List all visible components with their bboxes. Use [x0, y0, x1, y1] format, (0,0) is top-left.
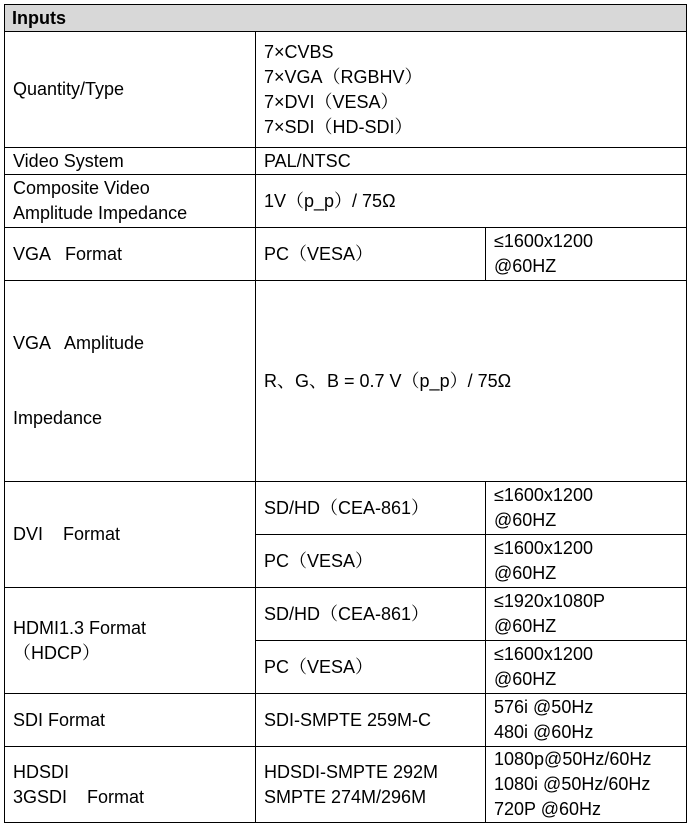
row-res-hdsdi-format — [486, 747, 687, 823]
label-line: （HDCP） — [13, 642, 101, 663]
row-type-dvi-pc: PC（VESA） — [256, 535, 486, 588]
table-row-sdi-format — [5, 694, 687, 747]
row-res-hdmi-sdhd — [486, 588, 687, 641]
res-line: 480i @60Hz — [494, 722, 594, 742]
quantity-line: 7×DVI（VESA） — [264, 91, 399, 112]
table-row-dvi-format — [5, 482, 687, 535]
row-type-hdsdi-format — [256, 747, 486, 823]
label-line: 3GSDI Format — [13, 786, 145, 807]
row-label-dvi-format: DVI Format — [5, 482, 256, 588]
table-row-vga-format — [5, 228, 687, 281]
row-label-hdmi-format — [5, 588, 256, 694]
row-type-hdmi-sdhd: SD/HD（CEA-861） — [256, 588, 486, 641]
quantity-line: 7×CVBS — [264, 41, 334, 62]
row-res-vga-format — [486, 228, 687, 281]
res-line: @60HZ — [494, 669, 557, 689]
table-row-quantity-type — [5, 32, 687, 148]
res-line: @60HZ — [494, 510, 557, 530]
res-line: @60HZ — [494, 616, 557, 636]
table-row-hdsdi-format — [5, 747, 687, 823]
res-line: @60HZ — [494, 256, 557, 276]
row-label-vga-format: VGA Format — [5, 228, 256, 281]
row-label-quantity-type: Quantity/Type — [5, 32, 256, 148]
table-row-video-system — [5, 148, 687, 175]
row-res-sdi-format — [486, 694, 687, 747]
table-header-row — [5, 5, 687, 32]
row-type-vga-format: PC（VESA） — [256, 228, 486, 281]
row-label-video-system: Video System — [5, 148, 256, 175]
table-row-vga-amplitude — [5, 281, 687, 482]
row-value-vga-amplitude: R、G、B = 0.7 V（p_p）/ 75Ω — [256, 281, 687, 482]
table-row-hdmi-format — [5, 588, 687, 641]
res-line: ≤1600x1200 — [494, 538, 593, 558]
quantity-line: 7×SDI（HD-SDI） — [264, 116, 413, 137]
row-value-composite-video: 1V（p_p）/ 75Ω — [256, 175, 687, 228]
res-line: 1080p@50Hz/60Hz — [494, 749, 652, 769]
res-line: ≤1600x1200 — [494, 644, 593, 664]
type-line: HDSDI-SMPTE 292M — [264, 761, 439, 782]
row-type-sdi-format: SDI-SMPTE 259M-C — [256, 694, 486, 747]
row-res-hdmi-pc — [486, 641, 687, 694]
row-label-hdsdi-format — [5, 747, 256, 823]
label-line: Impedance — [13, 408, 103, 428]
res-line: 1080i @50Hz/60Hz — [494, 774, 651, 794]
table-row-composite-video — [5, 175, 687, 228]
row-label-composite-video — [5, 175, 256, 228]
type-line: SMPTE 274M/296M — [264, 786, 427, 807]
res-line: ≤1600x1200 — [494, 231, 593, 251]
spec-table-container — [4, 4, 686, 823]
row-type-dvi-sdhd: SD/HD（CEA-861） — [256, 482, 486, 535]
row-label-vga-amplitude — [5, 281, 256, 482]
res-line: ≤1920x1080P — [494, 591, 605, 611]
label-line: HDSDI — [13, 761, 70, 782]
label-line: Composite Video — [13, 178, 150, 198]
res-line: 576i @50Hz — [494, 697, 594, 717]
table-header: Inputs — [5, 5, 687, 32]
label-line: Amplitude Impedance — [13, 203, 188, 223]
label-line: HDMI1.3 Format — [13, 617, 147, 638]
quantity-line: 7×VGA（RGBHV） — [264, 66, 423, 87]
row-res-dvi-pc — [486, 535, 687, 588]
row-type-hdmi-pc: PC（VESA） — [256, 641, 486, 694]
res-line: ≤1600x1200 — [494, 485, 593, 505]
res-line: 720P @60Hz — [494, 799, 602, 819]
res-line: @60HZ — [494, 563, 557, 583]
row-label-sdi-format: SDI Format — [5, 694, 256, 747]
row-value-quantity-type — [256, 32, 687, 148]
inputs-spec-table — [4, 4, 687, 823]
row-value-video-system: PAL/NTSC — [256, 148, 687, 175]
row-res-dvi-sdhd — [486, 482, 687, 535]
label-line: VGA Amplitude — [13, 333, 145, 353]
